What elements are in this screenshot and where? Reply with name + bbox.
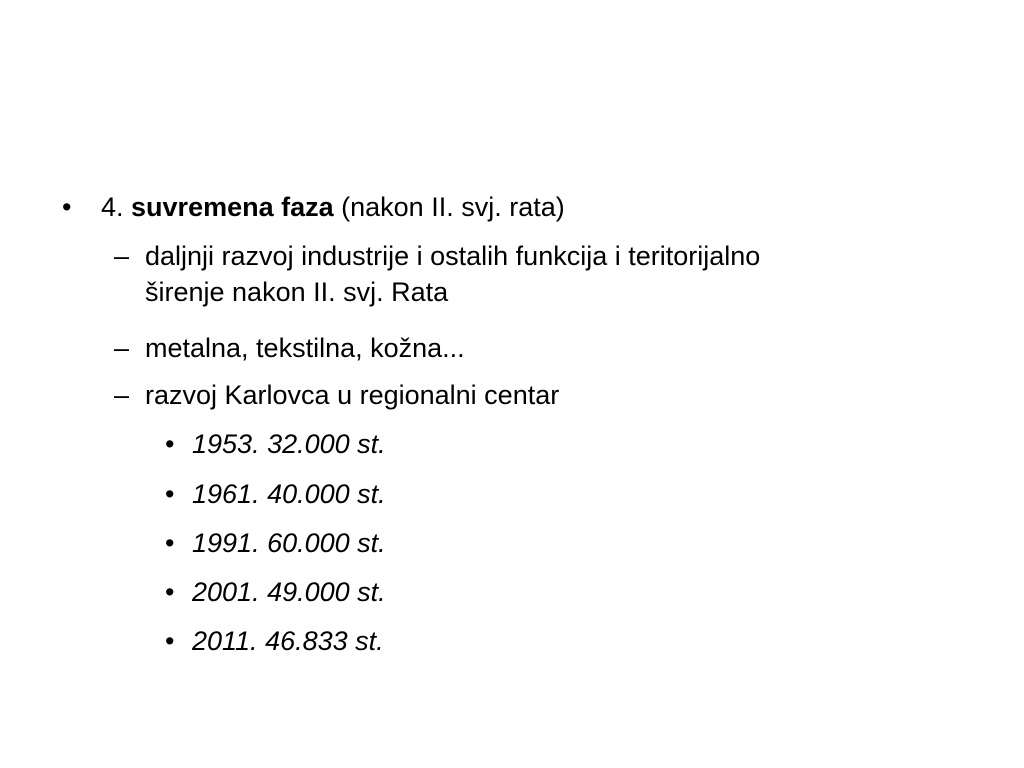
bullet-icon: • (165, 528, 175, 558)
main-bullet-prefix: 4. (101, 192, 132, 222)
population-text: 2001. 49.000 st. (192, 577, 386, 607)
main-bullet-suffix: (nakon II. svj. rata) (333, 192, 565, 222)
population-text: 1961. 40.000 st. (192, 479, 386, 509)
population-text: 2011. 46.833 st. (192, 626, 384, 656)
bullet-icon: • (165, 577, 175, 607)
dash-icon: – (114, 380, 130, 410)
sub-item-text (145, 330, 945, 366)
population-text: 1953. 32.000 st. (192, 429, 386, 459)
sub-item-line: metalna, tekstilna, kožna... (145, 333, 465, 363)
bullet-icon: • (165, 626, 175, 656)
sub-item-line: širenje nakon II. svj. Rata (145, 277, 449, 307)
bullet-icon: • (165, 479, 175, 509)
sub-item-text (145, 238, 945, 310)
dash-icon: – (114, 241, 130, 271)
sub-item-text (145, 377, 945, 413)
main-bullet-bold: suvremena faza (131, 192, 334, 222)
sub-item-line: daljnji razvoj industrije i ostalih funkcija i teritorijalno (145, 241, 761, 271)
bullet-icon: • (165, 429, 175, 459)
main-bullet-text (101, 189, 565, 225)
sub-item-line: razvoj Karlovca u regionalni centar (145, 380, 560, 410)
dash-icon: – (114, 333, 130, 363)
bullet-icon: • (62, 192, 72, 222)
population-text: 1991. 60.000 st. (192, 528, 386, 558)
